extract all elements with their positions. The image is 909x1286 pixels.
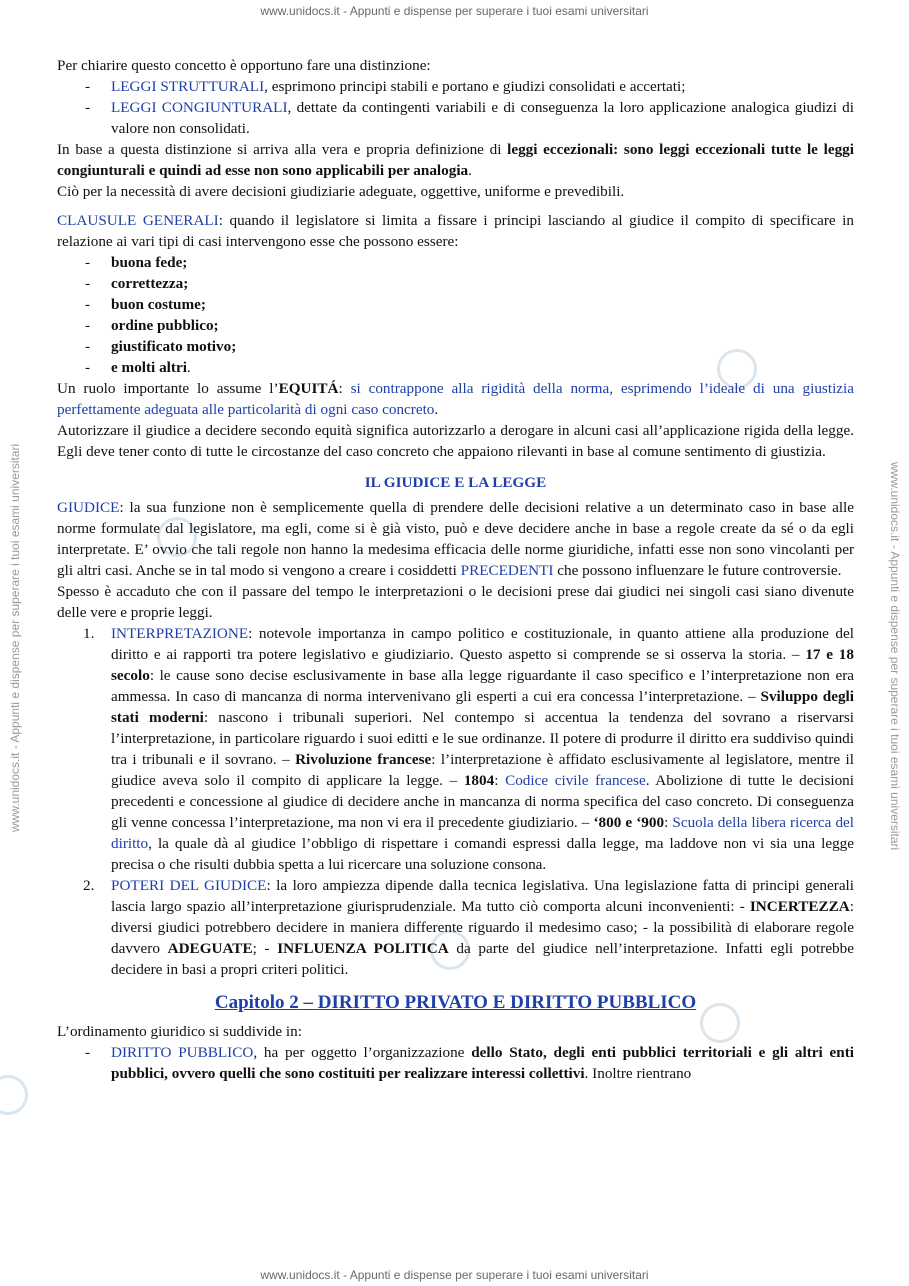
list-item: 1. INTERPRETAZIONE: notevole importanza in campo politico e costituzionale, in quanto attiene alla produzione del diritto e ai rapporti tra potere legislativo e giudiziario. Questo aspetto si comprende se si osserva la storia. – 17 e 18 secolo: le cause sono decise esclusivamente in base alla legge riguardante il caso specifico e l’interpretazione non era ammessa. In caso di mancanza di norma intervenivano gli esperti a cui era concessa l’interpretazione. – Sviluppo degli stati moderni: nascono i tribunali superiori. Nel contempo si accentua la tendenza del sovrano a riservarsi l’interpretazione, in particolare riguardo i suoi editti e le sue ordinanze. Il potere di produrre il diritto era suddiviso quindi tra i tribunali e il sovrano. – Rivoluzione francese: l’interpretazione è affidato esclusivamente al legislatore, mentre il giudice aveva solo il compito di applicare la legge. – 1804: Codice civile francese. Abolizione di tutte le decisioni precedenti e concessione al giudice di decidere anche in mancanza di norma specifica del caso concreto. Di conseguenza gli venne concessa l’interpretazione, ma non vi era il precedente giudiziario. – ‘800 e ‘900: Scuola della libera ricerca del diritto, la quale dà al giudice l’obbligo di rispettare i comandi espressi dalla legge, ma laddove non vi sia una legge precisa o che risulti dubbia spetta a lui ricercare una soluzione consona. xyxy=(83,625,854,873)
document-page xyxy=(57,55,854,1084)
list-item: - correttezza; xyxy=(57,273,854,294)
list-item: - buon costume; xyxy=(57,294,854,315)
header-watermark: www.unidocs.it - Appunti e dispense per superare i tuoi esami universitari xyxy=(260,4,649,18)
left-watermark: www.unidocs.it - Appunti e dispense per superare i tuoi esami universitari xyxy=(8,443,22,832)
paragraph: Ciò per la necessità di avere decisioni giudiziarie adeguate, oggettive, uniforme e prevedibili. xyxy=(57,183,625,200)
chapter-heading: Capitolo 2 – DIRITTO PRIVATO E DIRITTO PUBBLICO xyxy=(214,992,697,1013)
paragraph: Spesso è accaduto che con il passare del tempo le interpretazioni o le decisioni prese dai giudici nei singoli casi siano divenute delle vere e proprie leggi. xyxy=(57,583,854,621)
ordinamento-list xyxy=(57,1042,854,1084)
list-item: 2. POTERI DEL GIUDICE: la loro ampiezza dipende dalla tecnica legislativa. Una legislazione fatta di principi generali lascia largo spazio all’interpretazione giurisprudenziale. Ma tutto ciò comporta alcuni inconvenienti: - INCERTEZZA: diversi giudici potrebbero decidere in maniera differente riguardo il medesimo caso; - la possibilità di elaborare regole davvero ADEGUATE; - INFLUENZA POLITICA da parte del giudice nell’interpretazione. Infatti egli potrebbe decidere in basi a propri criteri politici. xyxy=(83,877,854,978)
list-item: - LEGGI STRUTTURALI, esprimono principi stabili e portano e giudizi consolidati e accertati; xyxy=(57,76,854,97)
intro-paragraph: Per chiarire questo concetto è opportuno fare una distinzione: xyxy=(57,57,431,74)
list-item: - DIRITTO PUBBLICO, ha per oggetto l’organizzazione dello Stato, degli enti pubblici territoriali e gli altri enti pubblici, ovvero quelli che sono costituiti per realizzare interessi collettivi. Inoltre rientrano xyxy=(57,1042,854,1084)
list-item: - LEGGI CONGIUNTURALI, dettate da contingenti variabili e di conseguenza la loro applicazione analogica giudizi di valore non consolidati. xyxy=(57,97,854,139)
unidocs-logo-icon xyxy=(0,1075,28,1115)
equita-paragraph: Un ruolo importante lo assume l’EQUITÁ: si contrappone alla rigidità della norma, esprimendo l’ideale di una giustizia perfettamente adeguata alle particolarità di ogni caso concreto. xyxy=(57,380,854,418)
footer-watermark: www.unidocs.it - Appunti e dispense per superare i tuoi esami universitari xyxy=(260,1268,649,1282)
list-item: - e molti altri. xyxy=(57,357,854,378)
list-item: - ordine pubblico; xyxy=(57,315,854,336)
giudice-paragraph: GIUDICE: la sua funzione non è semplicemente quella di prendere delle decisioni relative a un determinato caso in base alle norme formulate dal legislatore, ma egli, come si è già visto, può e deve decidere anche in base a regole create da sé o da egli interpretate. E’ ovvio che tali regole non hanno la medesima efficacia delle norme giuridiche, infatti esse non sono vincolanti per gli altri casi. Anche se in tal modo si vengono a creare i cosiddetti PRECEDENTI che possono influenzare le future controversie. xyxy=(57,499,854,579)
list-item: - giustificato motivo; xyxy=(57,336,854,357)
definition-paragraph: In base a questa distinzione si arriva alla vera e propria definizione di leggi eccezionali: sono leggi eccezionali tutte le leggi congiunturali e quindi ad esse non sono applicabili per analogia. xyxy=(57,141,854,179)
clausole-paragraph: CLAUSULE GENERALI: quando il legislatore si limita a fissare i principi lasciando al giudice il compito di specificare in relazione ai vari tipi di casi intervengono esse che possono essere: xyxy=(57,212,854,250)
section-title: IL GIUDICE E LA LEGGE xyxy=(364,474,547,491)
clausole-list xyxy=(57,252,854,378)
numbered-list xyxy=(57,623,854,980)
list-item: - buona fede; xyxy=(57,252,854,273)
paragraph: L’ordinamento giuridico si suddivide in: xyxy=(57,1023,302,1040)
paragraph: Autorizzare il giudice a decidere secondo equità significa autorizzarlo a derogare in alcuni casi all’applicazione rigida della legge. Egli deve tener conto di tutte le circostanze del caso concreto che appaiono rilevanti in base al comune sentimento di giustizia. xyxy=(57,422,854,460)
leggi-list xyxy=(57,76,854,139)
right-watermark: www.unidocs.it - Appunti e dispense per superare i tuoi esami universitari xyxy=(888,462,902,851)
